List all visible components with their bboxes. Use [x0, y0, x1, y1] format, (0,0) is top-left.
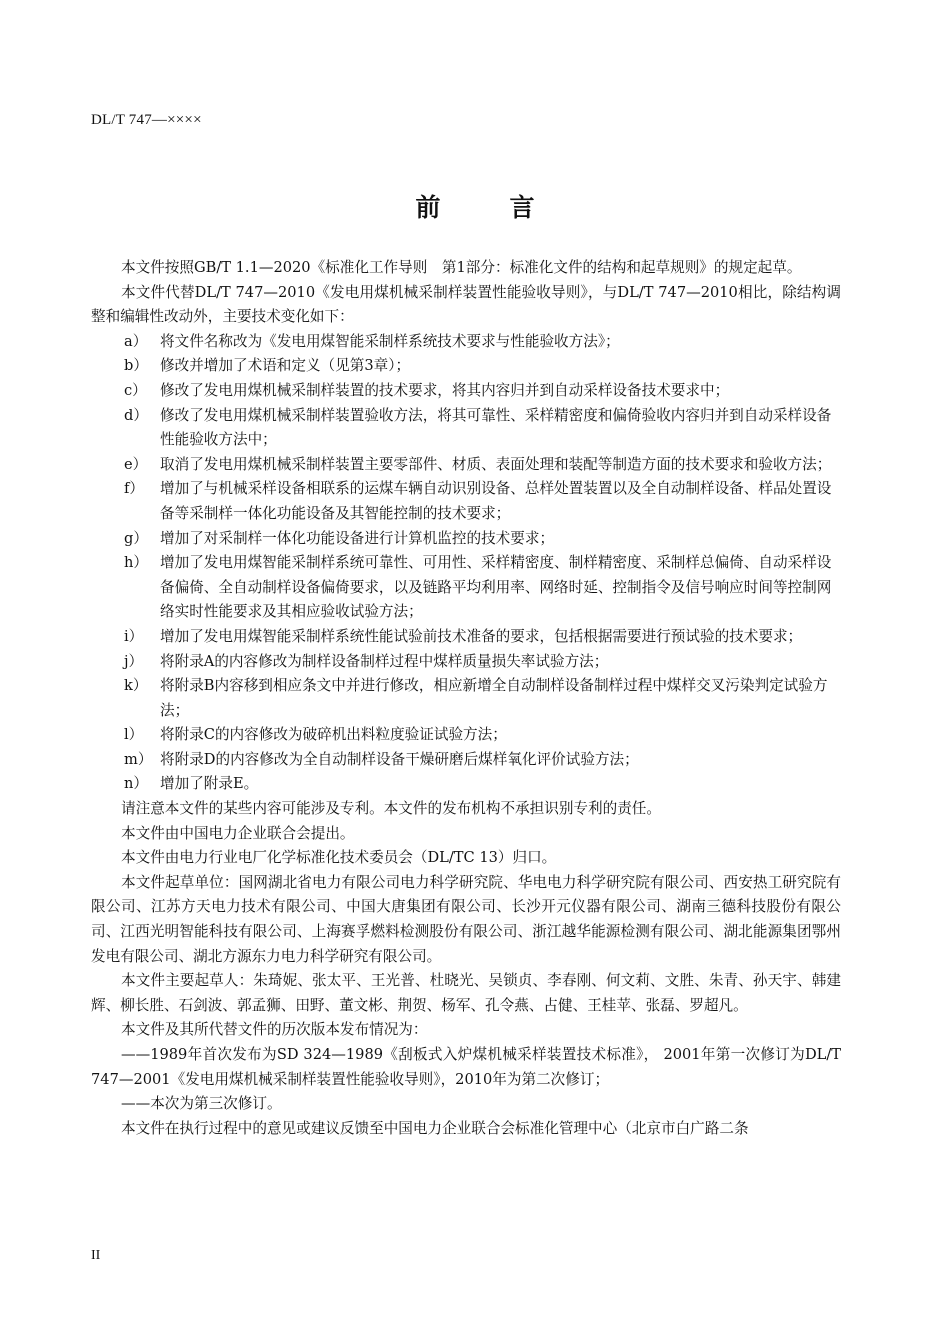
- list-item: [91, 404, 841, 453]
- list-item-text: 修改并增加了术语和定义（见第3章）；: [160, 357, 411, 375]
- history-item: ——本次为第三次修订。: [121, 1095, 282, 1113]
- list-item-label: f）: [124, 480, 144, 498]
- page-title: 前 言: [415, 193, 557, 222]
- list-item-text: 增加了对采制样一体化功能设备进行计算机监控的技术要求；: [160, 529, 555, 547]
- document-code: DL/T 747—××××: [91, 112, 202, 128]
- drafting-units: 本文件起草单位：国网湖北省电力有限公司电力科学研究院、华电电力科学研究院有限公司、西安热工研究院有限公司、江苏方天电力技术有限公司、中国大唐集团有限公司、长沙开元仪器有限公司、湖南三德科技股份有限公司、江西光明智能科技有限公司、上海赛孚燃料检测股份有限公司、浙江越华能源检测有限公司、湖北能源集团鄂州发电有限公司、湖北方源东力电力科学研究有限公司。: [91, 873, 841, 965]
- list-item-label: d）: [124, 406, 148, 424]
- list-item-label: l）: [124, 726, 144, 744]
- foreword-body: [91, 256, 841, 1141]
- list-item-label: m）: [124, 750, 153, 768]
- list-item-text: 增加了与机械采样设备相联系的运煤车辆自动识别设备、总样处置装置以及全自动制样设备、样品处置设备等采制样一体化功能设备及其智能控制的技术要求；: [160, 480, 832, 522]
- list-item-text: 增加了发电用煤智能采制样系统可靠性、可用性、采样精密度、制样精密度、采制样总偏倚、自动采样设备偏倚、全自动制样设备偏倚要求，以及链路平均利用率、网络时延、控制指令及信号响应时间等控制网络实时性能要求及其相应验收试验方法；: [160, 554, 832, 621]
- list-item: [91, 379, 841, 404]
- list-item-text: 将附录D的内容修改为全自动制样设备干燥研磨后煤样氧化评价试验方法；: [160, 750, 639, 768]
- list-item-label: k）: [124, 677, 148, 695]
- history-intro: 本文件及其所代替文件的历次版本发布情况为：: [121, 1021, 428, 1039]
- paragraph-1: 本文件按照GB/T 1.1—2020《标准化工作导则 第1部分：标准化文件的结构和起草规则》的规定起草。: [121, 259, 802, 276]
- list-item: [91, 650, 841, 675]
- list-item-label: h）: [124, 554, 148, 572]
- list-item-text: 修改了发电用煤机械采制样装置的技术要求，将其内容归并到自动采样设备技术要求中；: [160, 381, 730, 399]
- proposer: 本文件由中国电力企业联合会提出。: [121, 824, 355, 842]
- list-item: [91, 723, 841, 748]
- list-item-text: 将文件名称改为《发电用煤智能采制样系统技术要求与性能验收方法》；: [160, 332, 620, 350]
- list-item-label: e）: [124, 455, 148, 473]
- list-item: [91, 748, 841, 773]
- feedback-paragraph: 本文件在执行过程中的意见或建议反馈至中国电力企业联合会标准化管理中心（北京市白广路二条: [121, 1119, 749, 1137]
- list-item-text: 增加了发电用煤智能采制样系统性能试验前技术准备的要求，包括根据需要进行预试验的技术要求；: [160, 627, 803, 645]
- list-item-label: j）: [124, 652, 144, 670]
- list-item: [91, 674, 841, 723]
- list-item-text: 将附录A的内容修改为制样设备制样过程中煤样质量损失率试验方法；: [160, 652, 609, 670]
- list-item-text: 将附录C的内容修改为破碎机出料粒度验证试验方法；: [160, 726, 507, 744]
- history-item: ——1989年首次发布为SD 324—1989《刮板式入炉煤机械采样装置技术标准》， 2001年第一次修订为DL/T 747—2001《发电用煤机械采制样装置性能验收导则》，2010年为第二次修订；: [91, 1046, 841, 1088]
- list-item: [91, 330, 841, 355]
- list-item: [91, 354, 841, 379]
- list-item-text: 将附录B内容移到相应条文中并进行修改，相应新增全自动制样设备制样过程中煤样交叉污染判定试验方法；: [160, 677, 828, 719]
- committee: 本文件由电力行业电厂化学标准化技术委员会（DL/TC 13）归口。: [121, 849, 557, 867]
- list-item-label: c）: [124, 381, 147, 399]
- paragraph-2: 本文件代替DL/T 747—2010《发电用煤机械采制样装置性能验收导则》，与DL/T 747—2010相比，除结构调整和编辑性改动外，主要技术变化如下：: [91, 283, 841, 326]
- list-item: [91, 551, 841, 625]
- list-item: [91, 772, 841, 797]
- list-item: [91, 453, 841, 478]
- list-item-text: 取消了发电用煤机械采制样装置主要零部件、材质、表面处理和装配等制造方面的技术要求和验收方法；: [160, 455, 832, 473]
- list-item-text: 修改了发电用煤机械采制样装置验收方法，将其可靠性、采样精密度和偏倚验收内容归并到自动采样设备性能验收方法中；: [160, 406, 832, 449]
- list-item-label: i）: [124, 627, 144, 645]
- list-item: [91, 625, 841, 650]
- list-item-text: 增加了附录E。: [160, 775, 259, 793]
- list-item: [91, 527, 841, 552]
- patent-notice: 请注意本文件的某些内容可能涉及专利。本文件的发布机构不承担识别专利的责任。: [121, 800, 661, 818]
- list-item-label: n）: [124, 775, 148, 793]
- list-item: [91, 477, 841, 526]
- page-number: II: [91, 1248, 101, 1263]
- drafters: 本文件主要起草人：朱琦妮、张太平、王光普、杜晓光、吴锁贞、李春刚、何文莉、文胜、朱青、孙天宇、韩建辉、柳长胜、石剑波、郭孟狮、田野、董文彬、荆贺、杨军、孔令燕、占健、王桂苹、张磊、罗超凡。: [91, 972, 841, 1014]
- list-item-label: b）: [124, 357, 148, 375]
- list-item-label: g）: [124, 529, 148, 547]
- list-item-label: a）: [124, 332, 148, 350]
